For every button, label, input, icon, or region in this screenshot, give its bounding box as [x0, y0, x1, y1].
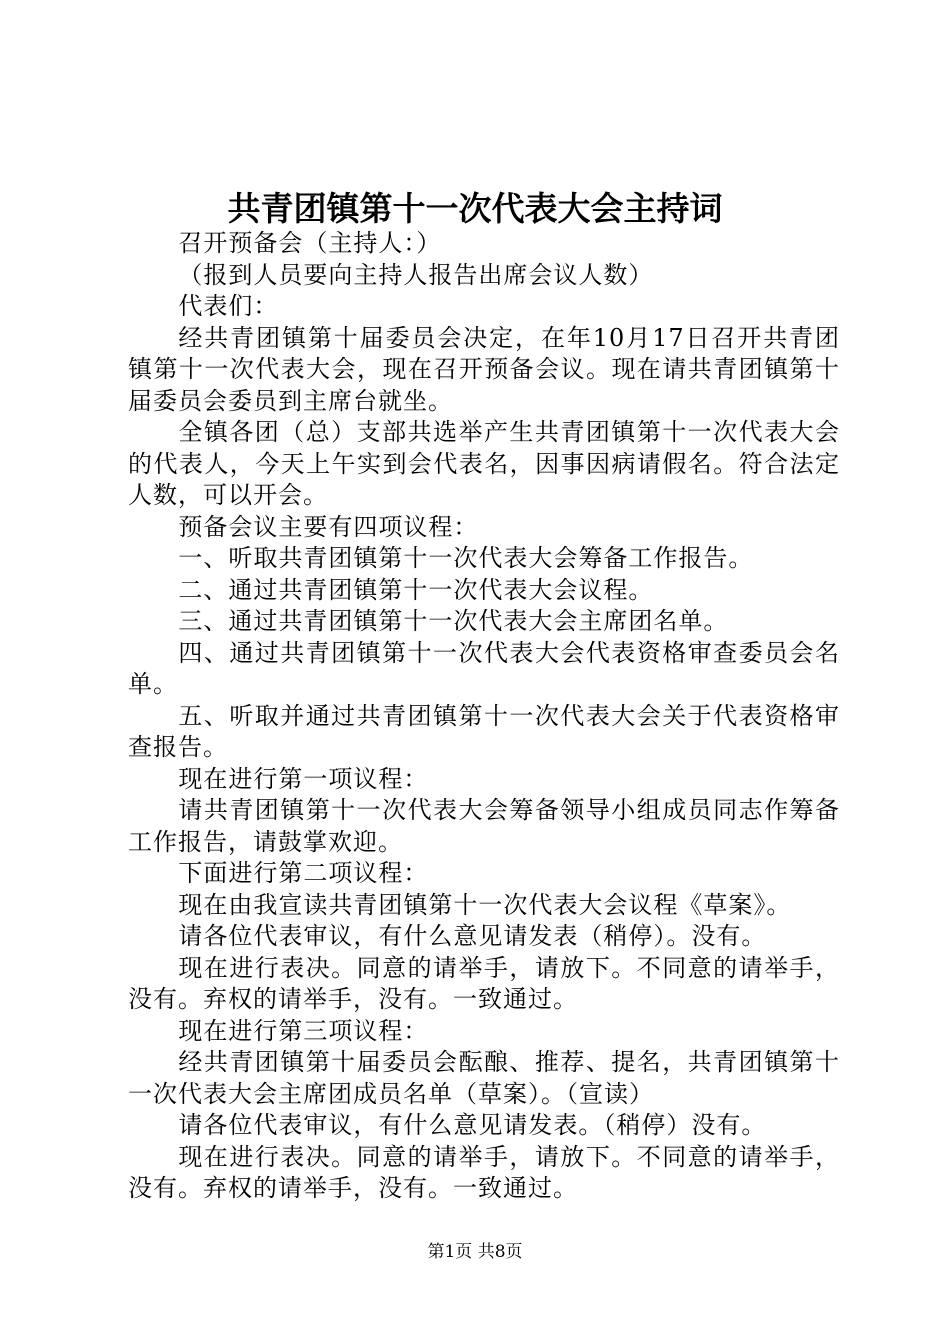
paragraph: 请各位代表审议，有什么意见请发表（稍停）。没有。: [178, 922, 767, 950]
paragraph: 代表们：: [178, 292, 279, 320]
document-title: 共青团镇第十一次代表大会主持词: [227, 189, 723, 228]
document-body: [128, 228, 840, 1205]
paragraph: 现在进行表决。同意的请举手，请放下。不同意的请举手，没有。弃权的请举手，没有。一致通过。: [128, 953, 840, 1013]
paragraph: 一、听取共青团镇第十一次代表大会筹备工作报告。: [178, 544, 754, 572]
page-footer: 第1页 共8页: [427, 1242, 523, 1262]
paragraph: 现在进行第三项议程：: [178, 1016, 429, 1045]
paragraph: 经共青团镇第十届委员会酝酿、推荐、提名，共青团镇第十一次代表大会主席团成员名单（草案）。（宣读）: [128, 1048, 840, 1108]
paragraph: 五、听取并通过共青团镇第十一次代表大会关于代表资格审查报告。: [128, 701, 840, 761]
paragraph: 四、通过共青团镇第十一次代表大会代表资格审查委员会名单。: [128, 638, 840, 698]
paragraph: 请各位代表审议，有什么意见请发表。（稍停）没有。: [178, 1111, 767, 1139]
paragraph: 二、通过共青团镇第十一次代表大会议程。: [178, 575, 654, 604]
paragraph: 请共青团镇第十一次代表大会筹备领导小组成员同志作筹备工作报告，请鼓掌欢迎。: [128, 796, 840, 856]
paragraph: 召开预备会（主持人：）: [178, 229, 442, 257]
paragraph: 现在由我宣读共青团镇第十一次代表大会议程《草案》。: [178, 890, 792, 919]
paragraph: （报到人员要向主持人报告出席会议人数）: [178, 260, 654, 289]
paragraph: 全镇各团（总）支部共选举产生共青团镇第十一次代表大会的代表人，今天上午实到会代表名，因事因病请假名。符合法定人数，可以开会。: [128, 418, 840, 509]
paragraph: 下面进行第二项议程：: [178, 859, 429, 887]
paragraph: 三、通过共青团镇第十一次代表大会主席团名单。: [178, 607, 729, 635]
paragraph: 现在进行表决。同意的请举手，请放下。不同意的请举手，没有。弃权的请举手，没有。一致通过。: [128, 1142, 840, 1202]
paragraph: 现在进行第一项议程：: [178, 764, 429, 793]
paragraph: 经共青团镇第十届委员会决定，在年10月17日召开共青团镇第十一次代表大会，现在召开预备会议。现在请共青团镇第十届委员会委员到主席台就坐。: [128, 323, 840, 415]
paragraph: 预备会议主要有四项议程：: [178, 512, 479, 541]
